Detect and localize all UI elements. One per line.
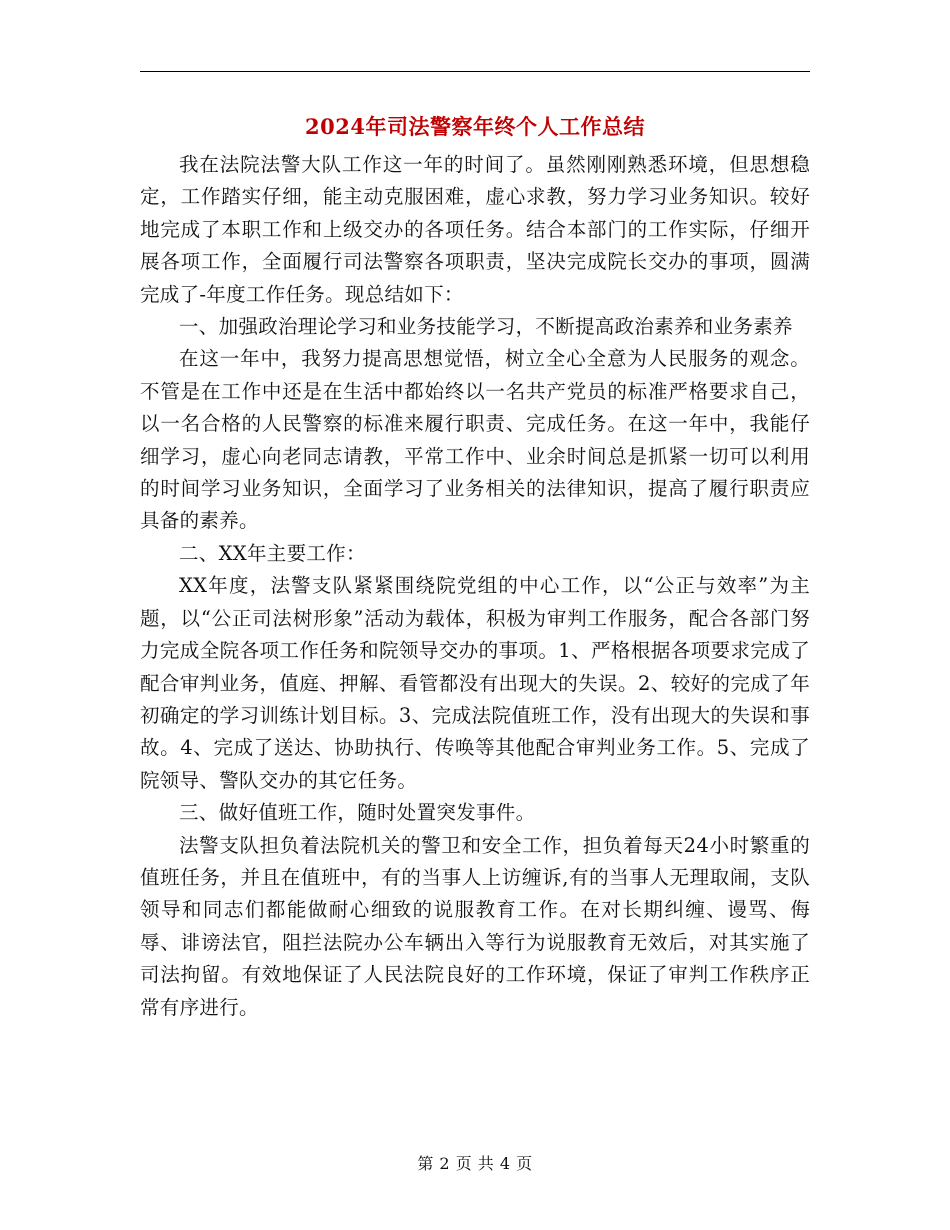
document-title: 2024年司法警察年终个人工作总结 [305, 114, 645, 139]
paragraph-section-1: 在这一年中，我努力提高思想觉悟，树立全心全意为人民服务的观念。不管是在工作中还是在生活中都始终以一名共产党员的标准严格要求自己，以一名合格的人民警察的标准来履行职责、完成任务。在这一年中，我能仔细学习，虚心向老同志请教，平常工作中、业余时间总是抓紧一切可以利用的时间学习业务知识，全面学习了业务相关的法律知识，提高了履行职责应具备的素养。 [140, 347, 810, 533]
header-rule [140, 71, 810, 72]
document-body [140, 149, 810, 1024]
paragraph-intro: 我在法院法警大队工作这一年的时间了。虽然刚刚熟悉环境，但思想稳定，工作踏实仔细，能主动克服困难，虚心求教，努力学习业务知识。较好地完成了本职工作和上级交办的各项任务。结合本部门的工作实际，仔细开展各项工作，全面履行司法警察各项职责，坚决完成院长交办的事项，圆满完成了-年度工作任务。现总结如下： [140, 153, 810, 306]
section-heading-2: 二、XX年主要工作： [179, 541, 366, 565]
paragraph-section-2: XX年度，法警支队紧紧围绕院党组的中心工作，以“公正与效率”为主题，以“公正司法树形象”活动为载体，积极为审判工作服务，配合各部门努力完成全院各项工作任务和院领导交办的事项。1、严格根据各项要求完成了配合审判业务，值庭、押解、看管都没有出现大的失误。2、较好的完成了年初确定的学习训练计划目标。3、完成法院值班工作，没有出现大的失误和事故。4、完成了送达、协助执行、传唤等其他配合审判业务工作。5、完成了院领导、警队交办的其它任务。 [140, 574, 810, 792]
section-heading-3: 三、做好值班工作，随时处置突发事件。 [179, 801, 536, 825]
section-heading-1: 一、加强政治理论学习和业务技能学习，不断提高政治素养和业务素养 [179, 315, 793, 339]
page-footer [0, 1152, 950, 1176]
page-number-label: 第 2 页 共 4 页 [417, 1154, 533, 1173]
paragraph-section-3: 法警支队担负着法院机关的警卫和安全工作，担负着每天24小时繁重的值班任务，并且在值班中，有的当事人上访缠诉,有的当事人无理取闹，支队领导和同志们都能做耐心细致的说服教育工作。在对长期纠缠、谩骂、侮辱、诽谤法官，阻拦法院办公车辆出入等行为说服教育无效后，对其实施了司法拘留。有效地保证了人民法院良好的工作环境，保证了审判工作秩序正常有序进行。 [140, 833, 810, 1019]
